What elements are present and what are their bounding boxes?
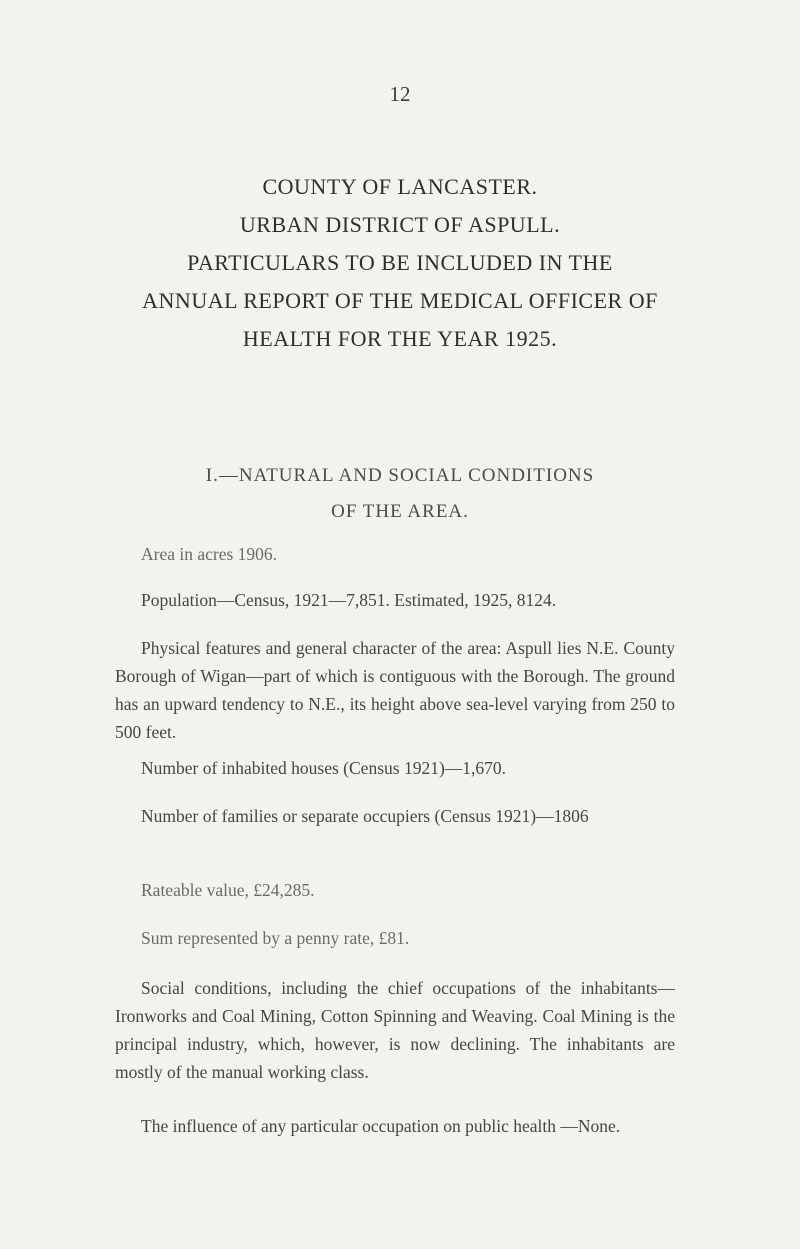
social-conditions-text: Social conditions, including the chief occupations of the inhabitants—Ironworks and Coal Mining, Cotton Spinning and Weaving. Coal Mining is the principal industry, which, however, is now declining. The inhabitants are mostly of the manual working class. [115, 978, 675, 1082]
area-text: Area in acres 1906. [141, 544, 278, 564]
heading-annual-report: ANNUAL REPORT OF THE MEDICAL OFFICER OF [142, 288, 658, 313]
paragraph-penny-rate [115, 924, 675, 952]
paragraph-area [115, 540, 675, 568]
families-text: Number of families or separate occupiers (Census 1921)—1806 [141, 806, 589, 826]
physical-features-text: Physical features and general character of the area: Aspull lies N.E. County Borough of Wigan—part of which is contiguous with the Borough. The ground has an upward tendency to N.E., its height above sea-level varying from 250 to 500 feet. [115, 638, 675, 742]
heading-district: URBAN DISTRICT OF ASPULL. [239, 212, 561, 237]
paragraph-population [115, 586, 675, 614]
paragraph-inhabited-houses [115, 754, 675, 782]
population-text: Population—Census, 1921—7,851. Estimated, 1925, 8124. [141, 590, 557, 610]
paragraph-families [115, 802, 675, 830]
report-heading [90, 168, 710, 358]
inhabited-houses-text: Number of inhabited houses (Census 1921)—1,670. [141, 758, 507, 778]
section-title-line2: OF THE AREA. [331, 501, 469, 522]
paragraph-occupation-influence [115, 1112, 675, 1140]
page-number: 12 [389, 82, 411, 106]
heading-county: COUNTY OF LANCASTER. [262, 174, 538, 199]
section-title-line1: I.—NATURAL AND SOCIAL CONDITIONS [205, 465, 595, 486]
paragraph-rateable-value [115, 876, 675, 904]
section-heading [90, 458, 710, 530]
occupation-influence-text: The influence of any particular occupation on public health —None. [141, 1116, 621, 1136]
heading-particulars: PARTICULARS TO BE INCLUDED IN THE [187, 250, 613, 275]
paragraph-social-conditions [115, 974, 675, 1086]
penny-rate-text: Sum represented by a penny rate, £81. [141, 928, 410, 948]
paragraph-physical-features [115, 634, 675, 746]
heading-year: HEALTH FOR THE YEAR 1925. [242, 326, 558, 351]
rateable-value-text: Rateable value, £24,285. [141, 880, 315, 900]
